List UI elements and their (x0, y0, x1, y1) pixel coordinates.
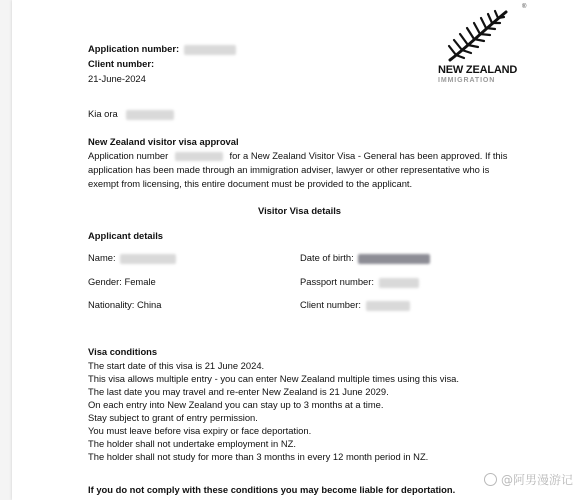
redacted-passport (379, 278, 419, 288)
condition-line: The holder shall not undertake employment in NZ. (88, 438, 296, 449)
name-field: Name: (88, 252, 176, 264)
condition-line: Stay subject to grant of entry permission. (88, 412, 258, 423)
applicant-details-heading: Applicant details (88, 230, 164, 241)
deportation-warning: If you do not comply with these conditions you may become liable for deportation. (88, 484, 456, 495)
approval-heading: New Zealand visitor visa approval (88, 136, 239, 147)
watermark: @阿男漫游记 (484, 471, 573, 488)
registered-mark: ® (522, 4, 527, 10)
logo-line-new-zealand: NEW ZEALAND (438, 64, 518, 76)
client-number-label: Client number: (88, 58, 155, 69)
visa-conditions-list (88, 359, 459, 463)
nz-immigration-logo (438, 6, 528, 86)
condition-line: On each entry into New Zealand you can stay up to 3 months at a time. (88, 399, 384, 410)
letter-page (12, 0, 587, 500)
redacted-name (126, 110, 174, 120)
redacted-dob (358, 254, 430, 264)
approval-line-2: application has been made through an immigration adviser, lawyer or other representative who is (88, 164, 490, 175)
redacted-client-number (366, 301, 410, 311)
visa-conditions-heading: Visa conditions (88, 346, 158, 357)
gender-field: Gender: Female (88, 276, 156, 287)
client-number-field: Client number: (300, 299, 410, 311)
redacted-application-number (184, 45, 236, 55)
visitor-visa-details-title: Visitor Visa details (257, 205, 342, 216)
nationality-field: Nationality: China (88, 299, 162, 310)
condition-line: The holder shall not study for more than 3 months in every 12 month period in NZ. (88, 451, 429, 462)
condition-line: The start date of this visa is 21 June 2024. (88, 360, 265, 371)
dob-field: Date of birth: (300, 252, 430, 264)
letter-date: 21-June-2024 (88, 73, 146, 84)
approval-line-1: Application number for a New Zealand Visitor Visa - General has been approved. If this (88, 150, 508, 161)
passport-field: Passport number: (300, 276, 419, 288)
condition-line: The last date you may travel and re-enter New Zealand is 21 June 2029. (88, 386, 389, 397)
watermark-logo-icon (484, 473, 497, 486)
application-number-label: Application number: (88, 43, 236, 55)
logo-line-immigration: IMMIGRATION (438, 77, 496, 84)
condition-line: You must leave before visa expiry or face deportation. (88, 425, 312, 436)
fern-icon (444, 6, 514, 62)
approval-line-3: exempt from licensing, this entire document must be provided to the applicant. (88, 178, 413, 189)
redacted-application-number-inline (175, 152, 223, 161)
greeting: Kia ora (88, 108, 174, 120)
redacted-applicant-name (120, 254, 176, 264)
condition-line: This visa allows multiple entry - you can enter New Zealand multiple times using this visa. (88, 373, 459, 384)
